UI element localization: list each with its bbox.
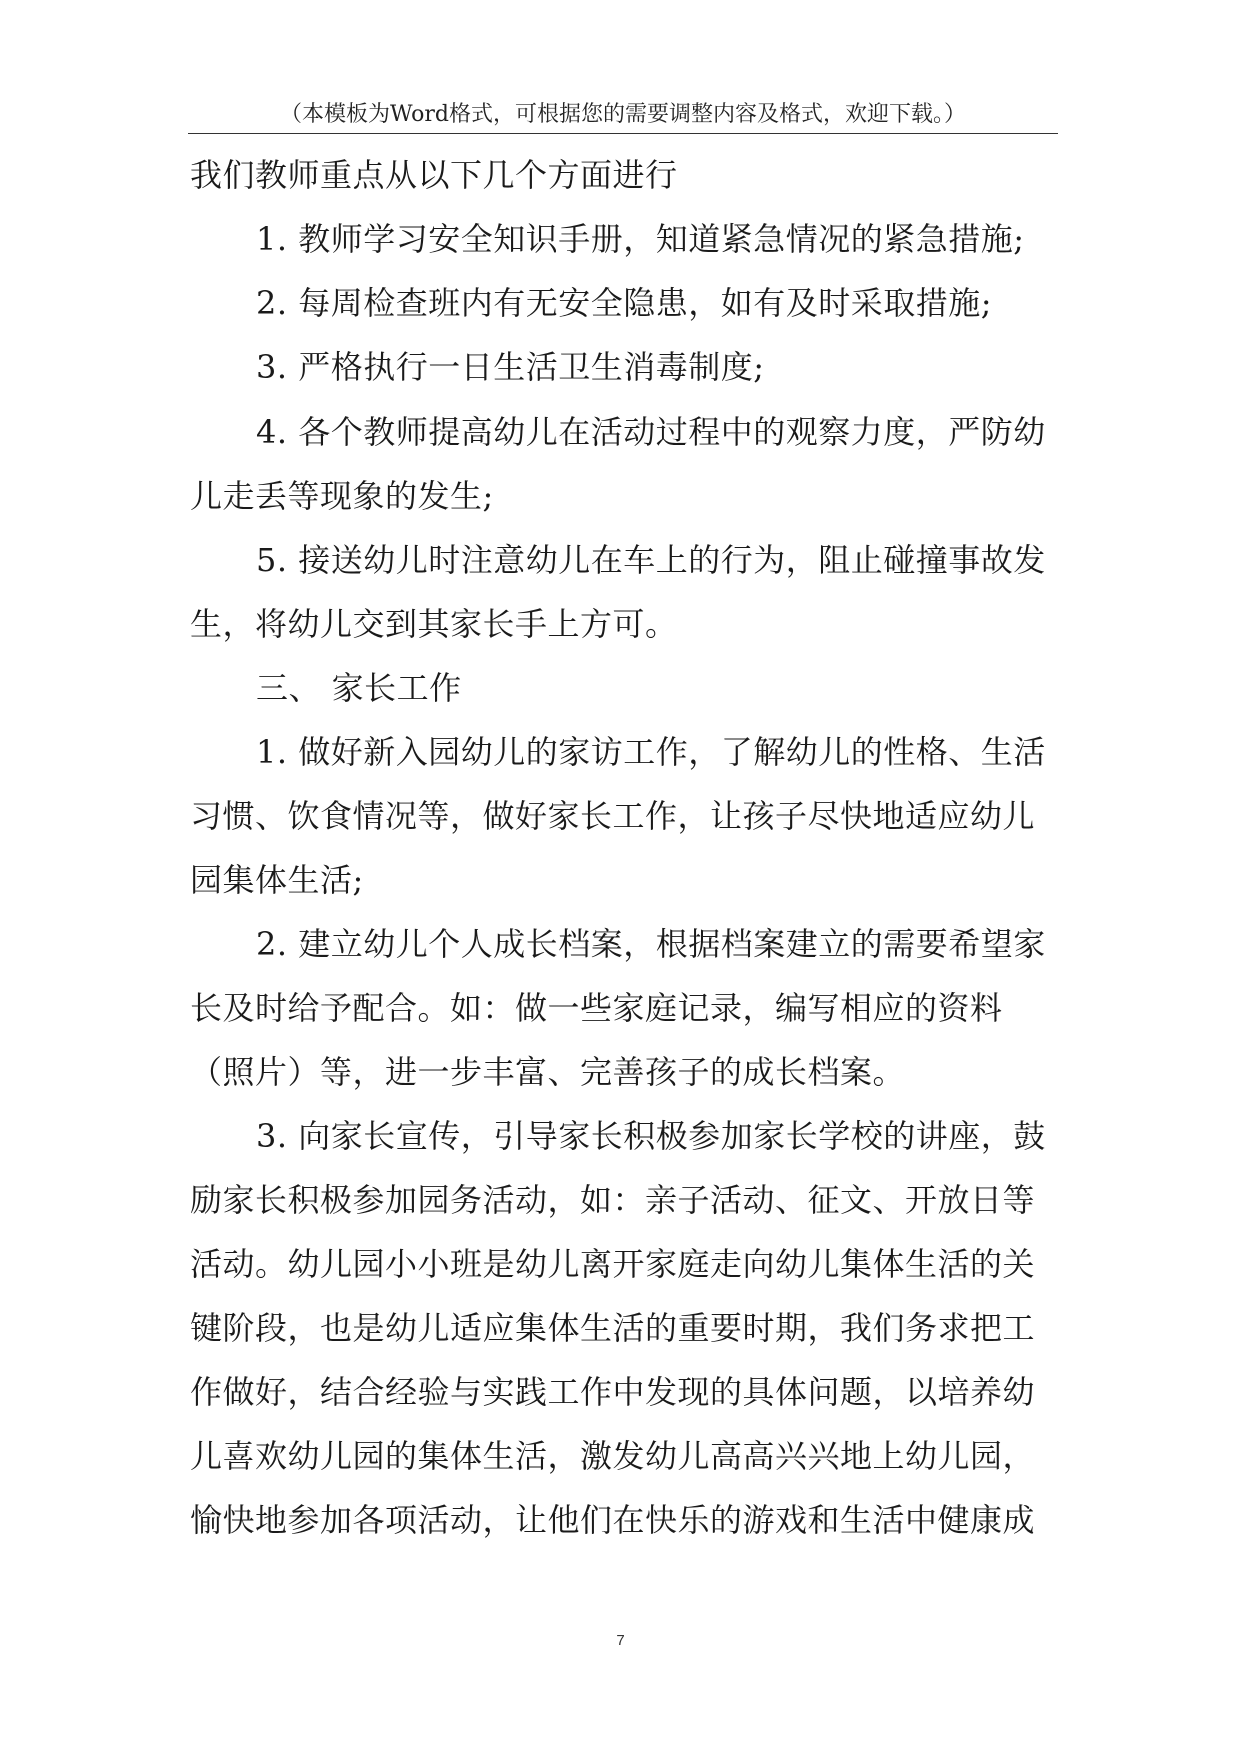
- text-line: 2. 建立幼儿个人成长档案，根据档案建立的需要希望家: [256, 925, 1046, 963]
- text-line: 1. 教师学习安全知识手册，知道紧急情况的紧急措施;: [256, 220, 1025, 258]
- text-line: 长及时给予配合。如：做一些家庭记录，编写相应的资料: [190, 989, 1003, 1027]
- text-line: 3. 向家长宣传，引导家长积极参加家长学校的讲座，鼓: [256, 1117, 1046, 1155]
- header-divider: [188, 133, 1058, 134]
- text-line: 生，将幼儿交到其家长手上方可。: [190, 605, 678, 643]
- text-line: （照片）等，进一步丰富、完善孩子的成长档案。: [190, 1053, 906, 1091]
- text-line: 作做好，结合经验与实践工作中发现的具体问题，以培养幼: [190, 1373, 1036, 1411]
- page-number: 7: [616, 1632, 625, 1649]
- text-line: 3. 严格执行一日生活卫生消毒制度;: [256, 348, 765, 386]
- text-line: 我们教师重点从以下几个方面进行: [190, 156, 678, 194]
- text-line: 键阶段，也是幼儿适应集体生活的重要时期，我们务求把工: [190, 1309, 1036, 1347]
- text-line: 儿走丢等现象的发生;: [190, 477, 494, 515]
- text-line: 励家长积极参加园务活动，如：亲子活动、征文、开放日等: [190, 1181, 1036, 1219]
- text-line: 儿喜欢幼儿园的集体生活，激发幼儿高高兴兴地上幼儿园，: [190, 1437, 1036, 1475]
- text-line: 愉快地参加各项活动，让他们在快乐的游戏和生活中健康成: [190, 1501, 1036, 1539]
- text-line: 1. 做好新入园幼儿的家访工作，了解幼儿的性格、生活: [256, 733, 1046, 771]
- page-header-note: （本模板为Word格式，可根据您的需要调整内容及格式，欢迎下载。）: [280, 102, 966, 127]
- section-heading: 三、 家长工作: [256, 669, 462, 707]
- text-line: 5. 接送幼儿时注意幼儿在车上的行为，阻止碰撞事故发: [256, 541, 1046, 579]
- text-line: 园集体生活;: [190, 861, 364, 899]
- text-line: 习惯、饮食情况等，做好家长工作，让孩子尽快地适应幼儿: [190, 797, 1036, 835]
- text-line: 活动。幼儿园小小班是幼儿离开家庭走向幼儿集体生活的关: [190, 1245, 1036, 1283]
- text-line: 2. 每周检查班内有无安全隐患，如有及时采取措施;: [256, 284, 992, 322]
- text-line: 4. 各个教师提高幼儿在活动过程中的观察力度，严防幼: [256, 413, 1046, 451]
